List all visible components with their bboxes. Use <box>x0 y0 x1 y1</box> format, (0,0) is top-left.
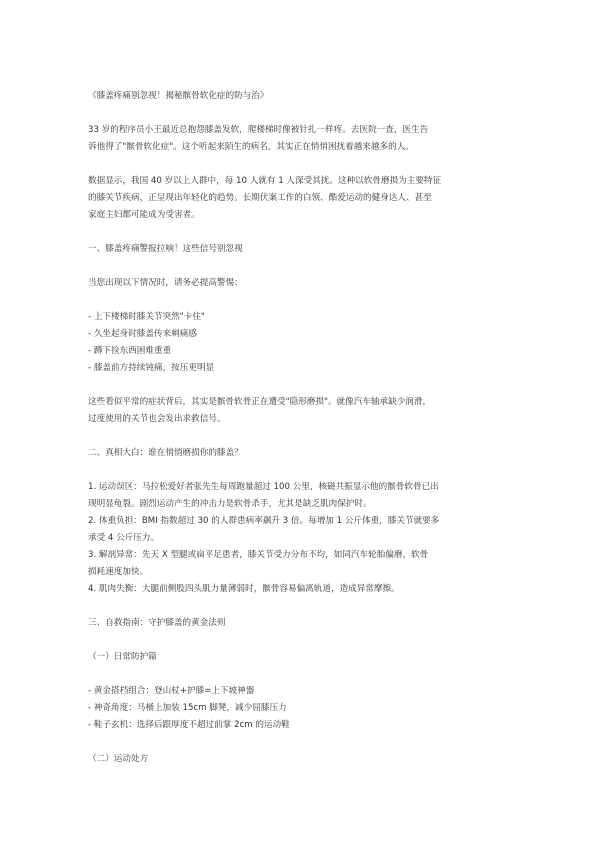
list-item: - 上下楼梯时膝关节突然"卡住" <box>88 312 205 322</box>
section-lead: 当您出现以下情况时，请务必提高警惕： <box>88 278 243 288</box>
list-item: - 膝盖前方持续钝痛，按压更明显 <box>88 363 215 373</box>
article-title: 《膝盖疼痛别忽视！揭秘髌骨软化症的防与治》 <box>88 91 269 101</box>
list-item: 2. 体重负担：BMI 指数超过 30 的人群患病率飙升 3 倍。每增加 1 公斤体重，膝关节就要多 <box>88 516 440 526</box>
list-item: - 神奇角度：马桶上加装 15cm 脚凳，减少屈膝压力 <box>88 703 287 713</box>
list-item: 损耗速度加快。 <box>88 567 149 577</box>
stats-line: 家庭主妇都可能成为受害者。 <box>88 210 200 220</box>
intro-line: 诉他得了"髌骨软化症"。这个听起来陌生的病名，其实正在悄悄困扰着越来越多的人。 <box>88 142 414 152</box>
list-item: - 久坐起身时膝盖传来刺痛感 <box>88 329 197 339</box>
stats-line: 的膝关节疾病，正呈现出年轻化的趋势。长期伏案工作的白领、酷爱运动的健身达人、甚至 <box>88 193 432 203</box>
list-item: 现明显龟裂。剧烈运动产生的冲击力是软骨杀手，尤其是缺乏肌肉保护时。 <box>88 499 372 509</box>
stats-line: 数据显示，我国 40 岁以上人群中，每 10 人就有 1 人深受其扰。这种以软骨磨损为主要特征 <box>88 176 442 186</box>
conclusion-line: 这些看似平常的症状背后，其实是髌骨软骨正在遭受"隐形磨损"。就像汽车轴承缺少润滑， <box>88 397 432 407</box>
list-item: - 鞋子玄机：选择后跟厚度不超过前掌 2cm 的运动鞋 <box>88 720 290 730</box>
section-heading: 二、真相大白：谁在悄悄磨损你的膝盖？ <box>88 448 243 458</box>
intro-line: 33 岁的程序员小王最近总抱怨膝盖发软，爬楼梯时像被针扎一样疼。去医院一查，医生告 <box>88 125 429 135</box>
list-item: 1. 运动误区：马拉松爱好者张先生每周跑量超过 100 公里，核磁共振显示他的髌骨软骨已出 <box>88 482 439 492</box>
section-heading: 三、自救指南：守护膝盖的黄金法则 <box>88 618 226 628</box>
list-item: 3. 解剖异常：先天 X 型腿或扁平足患者，膝关节受力分布不均，如同汽车轮胎偏磨，软骨 <box>88 550 429 560</box>
subsection-heading: （一）日常防护篇 <box>88 652 157 662</box>
conclusion-line: 过度使用的关节也会发出求救信号。 <box>88 414 226 424</box>
section-heading: 一、膝盖疼痛警报拉响！这些信号别忽视 <box>88 244 243 254</box>
list-item: 4. 肌肉失衡：大腿前侧股四头肌力量薄弱时，髌骨容易偏离轨道，造成异常摩擦。 <box>88 584 400 594</box>
subsection-heading: （二）运动处方 <box>88 754 149 764</box>
list-item: 承受 4 公斤压力。 <box>88 533 160 543</box>
list-item: - 黄金搭档组合：登山杖+护膝=上下坡神器 <box>88 686 255 696</box>
list-item: - 蹲下捡东西困难重重 <box>88 346 172 356</box>
document-page <box>88 88 513 768</box>
